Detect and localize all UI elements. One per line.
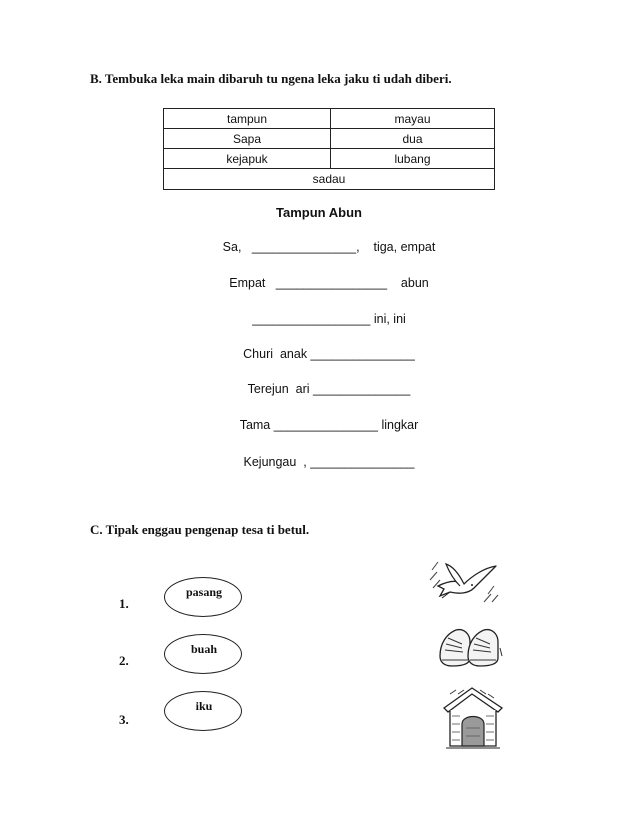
word-label: pasang <box>185 585 223 599</box>
section-b-heading: B. Tembuka leka main dibaruh tu ngena leka jaku ti udah diberi. <box>90 71 452 86</box>
table-cell: kejapuk <box>164 149 331 169</box>
table-row <box>164 149 495 169</box>
item-number: 3. <box>119 712 129 727</box>
word-table <box>163 108 495 190</box>
word-label: iku <box>195 699 213 713</box>
poem-line: Churi anak _______________ <box>243 347 415 361</box>
table-cell: lubang <box>331 149 495 169</box>
word-oval[interactable] <box>164 577 242 617</box>
table-cell: mayau <box>331 109 495 129</box>
poem-line: Kejungau , _______________ <box>243 455 415 469</box>
poem-line: Sa, _______________, tiga, empat <box>222 240 436 254</box>
poem-line: Terejun ari ______________ <box>247 382 411 396</box>
poem-line: Empat ________________ abun <box>229 276 429 290</box>
section-c-heading: C. Tipak enggau pengenap tesa ti betul. <box>90 522 310 537</box>
table-cell: tampun <box>164 109 331 129</box>
poem-line: _________________ ini, ini <box>252 312 406 326</box>
table-cell: dua <box>331 129 495 149</box>
table-row <box>164 169 495 190</box>
table-cell: Sapa <box>164 129 331 149</box>
word-oval[interactable] <box>164 634 242 674</box>
poem-title: Tampun Abun <box>276 205 362 220</box>
poem-line: Tama _______________ lingkar <box>239 418 419 432</box>
doghouse-icon <box>442 684 504 752</box>
item-number: 1. <box>119 596 129 611</box>
table-footer-cell: sadau <box>164 169 495 190</box>
word-label: buah <box>190 642 218 656</box>
table-row <box>164 129 495 149</box>
table-row <box>164 109 495 129</box>
word-oval[interactable] <box>164 691 242 731</box>
bird-icon <box>428 558 502 606</box>
shoes-icon <box>436 622 504 670</box>
item-number: 2. <box>119 653 129 668</box>
